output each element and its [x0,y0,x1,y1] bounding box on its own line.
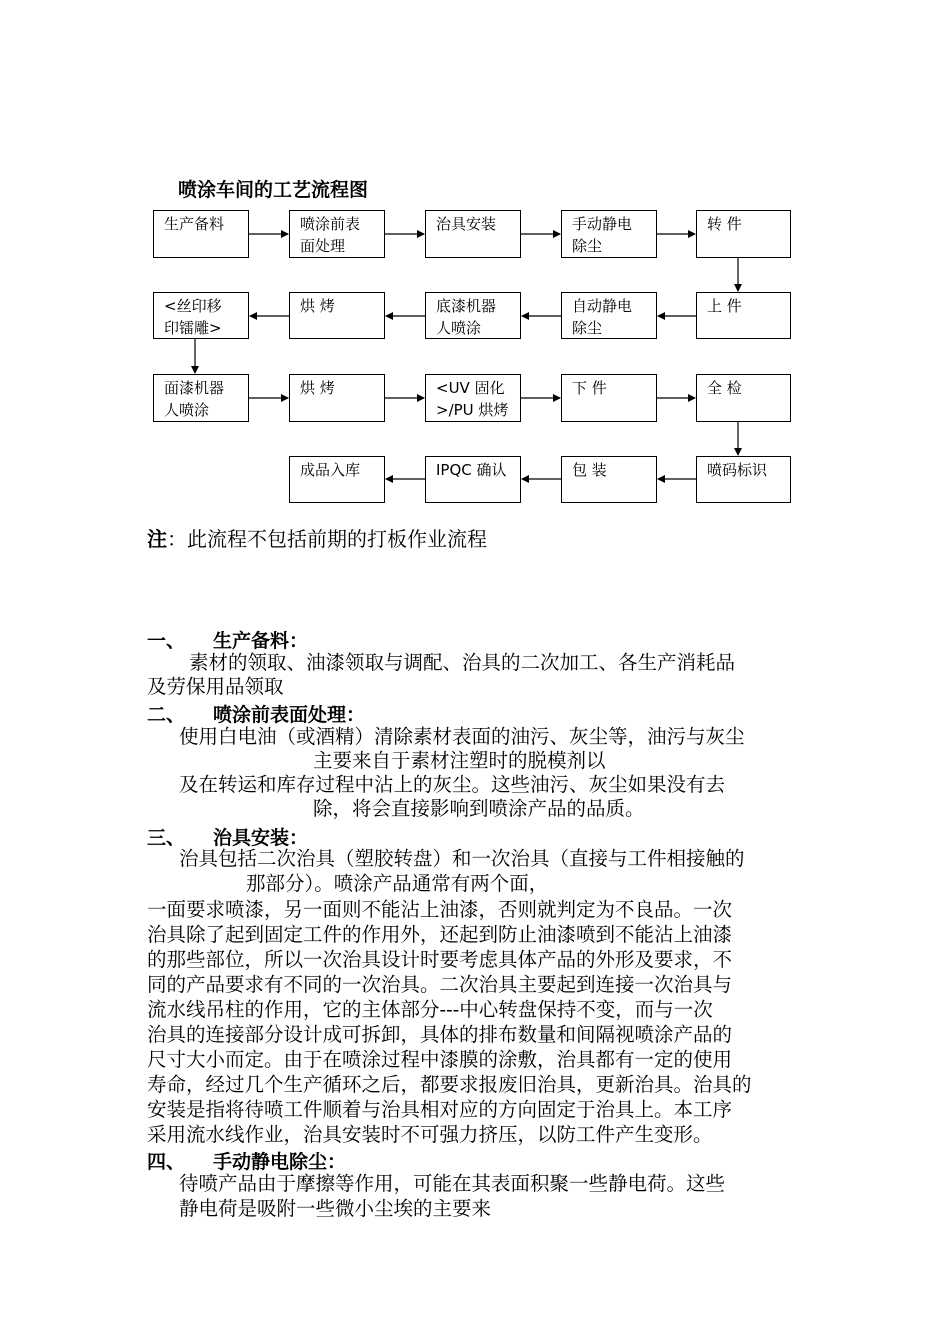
paragraph-line: 治具的连接部分设计成可拆卸，具体的排布数量和间隔视喷涂产品的 [147,1023,733,1046]
paragraph-line: 使用白电油（或酒精）清除素材表面的油污、灰尘等，油污与灰尘 [179,725,745,748]
flowchart-note [147,523,487,552]
section-title: 喷涂前表面处理： [213,704,366,726]
flow-step-material-prep: 生产备料 [153,210,249,258]
paragraph-line: 同的产品要求有不同的一次治具。二次治具主要起到连接一次治具与 [147,973,733,996]
paragraph-line: 尺寸大小而定。由于在喷涂过程中漆膜的涂敷，治具都有一定的使用 [147,1048,733,1071]
section-heading-4 [147,1147,346,1174]
flow-step-topcoat-robot: 面漆机器 人喷涂 [153,374,249,422]
flow-step-fixture-install: 治具安装 [425,210,521,258]
flow-step-silkscreen: <丝印移 印镭雕> [153,292,249,339]
paragraph-line: 安装是指将待喷工件顺着与治具相对应的方向固定于治具上。本工序 [147,1098,733,1121]
paragraph-line: 一面要求喷漆，另一面则不能沾上油漆，否则就判定为不良品。一次 [147,898,733,921]
section-number: 一、 [147,630,186,652]
section-heading-1 [147,626,308,653]
flow-step-primer-robot: 底漆机器 人喷涂 [425,292,521,339]
paragraph-line: 主要来自于素材注塑时的脱模剂以 [313,749,606,772]
flow-step-bake-1: 烘 烤 [289,292,385,339]
flow-step-packaging: 包 装 [561,456,657,503]
flow-step-load: 上 件 [696,292,791,339]
note-label: 注 [147,527,167,551]
flow-step-manual-static: 手动静电 除尘 [561,210,657,258]
flowchart-arrows [0,0,950,560]
paragraph-line: 素材的领取、油漆领取与调配、治具的二次加工、各生产消耗品 [189,651,736,674]
paragraph-line: 采用流水线作业，治具安装时不可强力挤压，以防工件产生变形。 [147,1123,713,1146]
paragraph-line: 治具除了起到固定工件的作用外，还起到防止油漆喷到不能沾上油漆 [147,923,733,946]
paragraph-line: 治具包括二次治具（塑胶转盘）和一次治具（直接与工件相接触的 [179,847,745,870]
flow-step-auto-static: 自动静电 除尘 [561,292,657,339]
note-text: ：此流程不包括前期的打板作业流程 [167,527,487,551]
flow-step-uv-cure: <UV 固化 >/PU 烘烤 [425,374,521,422]
flow-step-pre-treatment: 喷涂前表 面处理 [289,210,385,258]
paragraph-line: 静电荷是吸附一些微小尘埃的主要来 [179,1197,492,1220]
paragraph-line: 流水线吊柱的作用，它的主体部分---中心转盘保持不变，而与一次 [147,998,713,1021]
section-number: 四、 [147,1151,186,1173]
section-number: 三、 [147,827,186,849]
section-title: 手动静电除尘： [213,1151,347,1173]
paragraph-line: 那部分）。喷涂产品通常有两个面， [246,872,549,895]
flow-step-inkjet-mark: 喷码标识 [696,456,791,503]
paragraph-line: 待喷产品由于摩擦等作用，可能在其表面积聚一些静电荷。这些 [179,1172,726,1195]
flow-step-transfer: 转 件 [696,210,791,258]
paragraph-line: 的那些部位，所以一次治具设计时要考虑具体产品的外形及要求，不 [147,948,733,971]
paragraph-line: 除，将会直接影响到喷涂产品的品质。 [313,797,645,820]
section-number: 二、 [147,704,186,726]
paragraph-line: 及劳保用品领取 [147,675,284,698]
flow-step-unload: 下 件 [561,374,657,422]
section-heading-2 [147,700,365,727]
flow-step-full-inspect: 全 检 [696,374,791,422]
flowchart-title: 喷涂车间的工艺流程图 [178,179,369,201]
paragraph-line: 及在转运和库存过程中沾上的灰尘。这些油污、灰尘如果没有去 [179,773,726,796]
flow-step-ipqc: IPQC 确认 [425,456,521,503]
section-title: 治具安装： [213,827,309,849]
paragraph-line: 寿命，经过几个生产循环之后，都要求报废旧治具，更新治具。治具的 [147,1073,752,1096]
flow-step-bake-2: 烘 烤 [289,374,385,422]
section-title: 生产备料： [213,630,309,652]
flow-step-warehouse: 成品入库 [289,456,385,503]
